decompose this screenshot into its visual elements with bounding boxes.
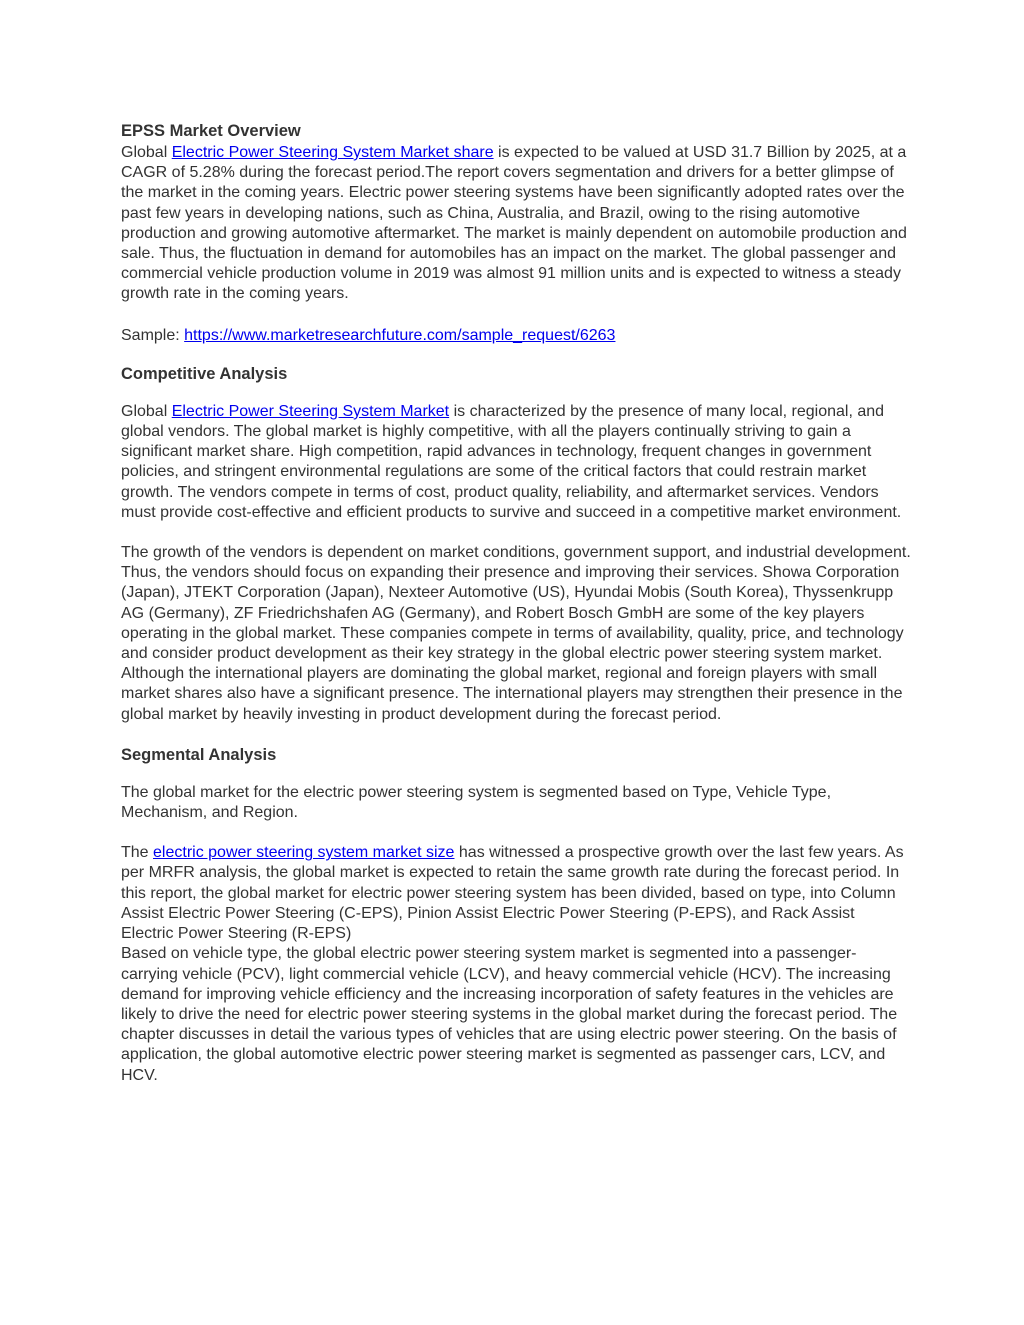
market-size-link[interactable]: electric power steering system market size — [153, 844, 455, 862]
sample-line — [121, 326, 911, 346]
sample-label: Sample: — [121, 326, 185, 344]
overview-text: is expected to be valued at USD 31.7 Billion by 2025, at a CAGR of 5.28% during the forecast period.The report covers segmentation and drivers for a better glimpse of the market in the coming years. Electric power steering systems have been significantly adopted rates over the past few years in developing nations, such as China, Australia, and Brazil, owing to the rising automotive production and growing automotive aftermarket. The market is mainly dependent on automobile production and sale. Thus, the fluctuation in demand for automobiles has an impact on the market. The global passenger and commercial vehicle production volume in 2019 was almost 91 million units and is expected to witness a steady growth rate in the coming years. — [121, 144, 907, 303]
document-page — [121, 120, 911, 1086]
segmental-heading: Segmental Analysis — [121, 745, 277, 764]
segmental-text: has witnessed a prospective growth over the last few years. As per MRFR analysis, the global market is expected to retain the same growth rate during the forecast period. In this report, the global market for electric power steering system has been divided, based on type, into Column Assist Electric Power Steering (C-EPS), Pinion Assist Electric Power Steering (P-EPS), and Rack Assist Electric Power Steering (R-EPS) — [121, 844, 904, 943]
competitive-paragraph-1 — [121, 402, 911, 523]
segmental-paragraph-1: The global market for the electric power steering system is segmented based on Type, Vehicle Type, Mechanism, and Region. — [121, 783, 832, 822]
competitive-heading: Competitive Analysis — [121, 364, 288, 383]
market-share-link[interactable]: Electric Power Steering System Market share — [171, 144, 494, 161]
segmental-paragraph-2 — [121, 843, 911, 944]
competitive-paragraph-2: The growth of the vendors is dependent on market conditions, government support, and industrial development. Thus, the vendors should focus on expanding their presence and improving their services. Showa Corporation (Japan), JTEKT Corporation (Japan), Nexteer Automotive (US), Hyundai Mobis (South Korea), Thyssenkrupp AG (Germany), ZF Friedrichshafen AG (Germany), and Robert Bosch GmbH are some of the key players operating in the global market. These companies compete in terms of availability, quality, price, and technology and consider product development as their key strategy in the global electric power steering system market. Although the international players are dominating the global market, regional and foreign players with small market shares also have a significant presence. The international players may strengthen their presence in the global market by heavily investing in product development during the forecast period. — [121, 544, 911, 723]
overview-paragraph — [121, 143, 911, 305]
segmental-prefix: The — [121, 844, 154, 862]
competitive-prefix: Global — [121, 402, 172, 420]
segmental-paragraph-3: Based on vehicle type, the global electric power steering system market is segmented into a passenger-carrying vehicle (PCV), light commercial vehicle (LCV), and heavy commercial vehicle (HCV). The increasing demand for improving vehicle efficiency and the increasing incorporation of safety features in the vehicles are likely to drive the need for electric power steering systems in the global market during the forecast period. The chapter discusses in detail the various types of vehicles that are using electric power steering. On the basis of application, the global automotive electric power steering market is segmented as passenger cars, LCV, and HCV. — [121, 945, 898, 1084]
market-link[interactable]: Electric Power Steering System Market — [171, 402, 450, 420]
sample-request-link[interactable]: https://www.marketresearchfuture.com/sample_request/6263 — [184, 326, 616, 344]
overview-prefix: Global — [121, 144, 172, 161]
competitive-text: is characterized by the presence of many local, regional, and global vendors. The global market is highly competitive, with all the players continually striving to gain a significant market share. High competition, rapid advances in technology, frequent changes in government policies, and stringent environmental regulations are some of the critical factors that could restrain market growth. The vendors compete in terms of cost, product quality, reliability, and aftermarket services. Vendors must provide cost-effective and efficient products to survive and succeed in a competitive market environment. — [121, 402, 902, 521]
overview-heading: EPSS Market Overview — [121, 122, 301, 140]
